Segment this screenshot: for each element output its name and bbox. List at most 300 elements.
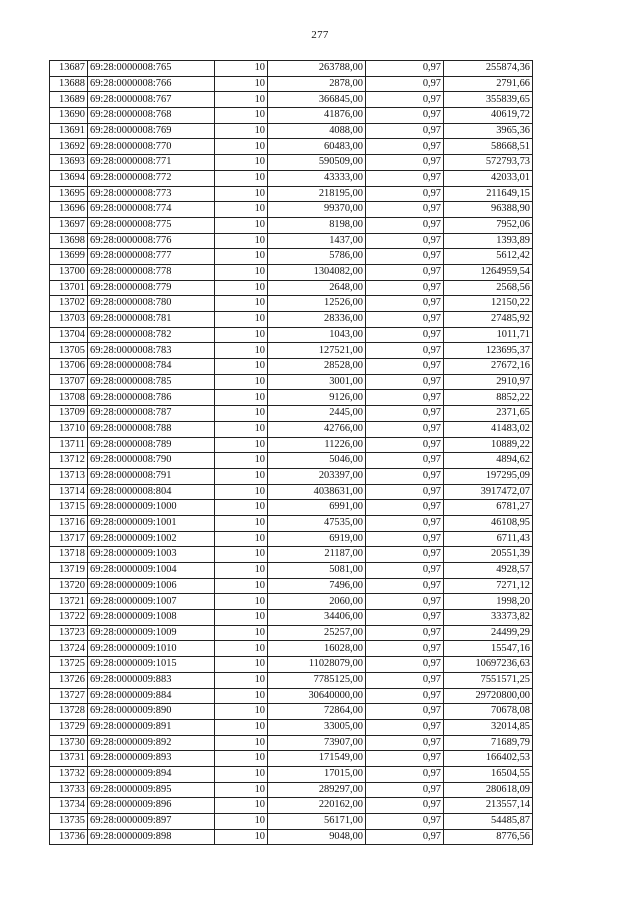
value-cell: 71689,79 [444, 735, 533, 751]
area-cell: 8198,00 [268, 217, 366, 233]
cadastral-number: 69:28:0000008:786 [88, 390, 215, 406]
coefficient-cell: 0,97 [366, 610, 444, 626]
area-cell: 7785125,00 [268, 672, 366, 688]
area-cell: 47535,00 [268, 515, 366, 531]
area-cell: 28336,00 [268, 312, 366, 328]
coefficient-cell: 0,97 [366, 76, 444, 92]
row-number: 13695 [50, 186, 88, 202]
cadastral-number: 69:28:0000009:891 [88, 719, 215, 735]
cadastral-number: 69:28:0000009:1002 [88, 531, 215, 547]
cadastral-number: 69:28:0000009:883 [88, 672, 215, 688]
value-cell: 2568,56 [444, 280, 533, 296]
area-cell: 5081,00 [268, 563, 366, 579]
share-cell: 10 [215, 421, 268, 437]
coefficient-cell: 0,97 [366, 453, 444, 469]
value-cell: 2371,65 [444, 406, 533, 422]
value-cell: 4894,62 [444, 453, 533, 469]
area-cell: 5786,00 [268, 249, 366, 265]
row-number: 13716 [50, 515, 88, 531]
area-cell: 7496,00 [268, 578, 366, 594]
cadastral-number: 69:28:0000009:892 [88, 735, 215, 751]
cadastral-number: 69:28:0000009:884 [88, 688, 215, 704]
coefficient-cell: 0,97 [366, 108, 444, 124]
coefficient-cell: 0,97 [366, 672, 444, 688]
table-row [50, 704, 533, 720]
table-row [50, 547, 533, 563]
area-cell: 99370,00 [268, 202, 366, 218]
coefficient-cell: 0,97 [366, 814, 444, 830]
table-row [50, 312, 533, 328]
cadastral-number: 69:28:0000008:771 [88, 155, 215, 171]
cadastral-number: 69:28:0000008:781 [88, 312, 215, 328]
value-cell: 3917472,07 [444, 484, 533, 500]
area-cell: 72864,00 [268, 704, 366, 720]
value-cell: 29720800,00 [444, 688, 533, 704]
value-cell: 166402,53 [444, 751, 533, 767]
area-cell: 127521,00 [268, 343, 366, 359]
value-cell: 15547,16 [444, 641, 533, 657]
coefficient-cell: 0,97 [366, 531, 444, 547]
row-number: 13721 [50, 594, 88, 610]
row-number: 13728 [50, 704, 88, 720]
share-cell: 10 [215, 578, 268, 594]
coefficient-cell: 0,97 [366, 735, 444, 751]
table-row [50, 108, 533, 124]
table-row [50, 610, 533, 626]
value-cell: 58668,51 [444, 139, 533, 155]
table-row [50, 798, 533, 814]
value-cell: 6711,43 [444, 531, 533, 547]
row-number: 13732 [50, 766, 88, 782]
value-cell: 40619,72 [444, 108, 533, 124]
cadastral-number: 69:28:0000008:766 [88, 76, 215, 92]
value-cell: 1011,71 [444, 327, 533, 343]
coefficient-cell: 0,97 [366, 280, 444, 296]
coefficient-cell: 0,97 [366, 719, 444, 735]
row-number: 13718 [50, 547, 88, 563]
row-number: 13717 [50, 531, 88, 547]
table-row [50, 343, 533, 359]
value-cell: 2910,97 [444, 374, 533, 390]
cadastral-number: 69:28:0000009:895 [88, 782, 215, 798]
row-number: 13696 [50, 202, 88, 218]
table-row [50, 406, 533, 422]
area-cell: 263788,00 [268, 61, 366, 77]
row-number: 13692 [50, 139, 88, 155]
coefficient-cell: 0,97 [366, 829, 444, 845]
cadastral-number: 69:28:0000008:790 [88, 453, 215, 469]
area-cell: 30640000,00 [268, 688, 366, 704]
cadastral-number: 69:28:0000008:772 [88, 170, 215, 186]
share-cell: 10 [215, 359, 268, 375]
share-cell: 10 [215, 641, 268, 657]
row-number: 13698 [50, 233, 88, 249]
area-cell: 42766,00 [268, 421, 366, 437]
cadastral-number: 69:28:0000008:770 [88, 139, 215, 155]
coefficient-cell: 0,97 [366, 155, 444, 171]
value-cell: 8852,22 [444, 390, 533, 406]
row-number: 13712 [50, 453, 88, 469]
coefficient-cell: 0,97 [366, 766, 444, 782]
row-number: 13736 [50, 829, 88, 845]
value-cell: 1264959,54 [444, 264, 533, 280]
area-cell: 2878,00 [268, 76, 366, 92]
row-number: 13689 [50, 92, 88, 108]
cadastral-number: 69:28:0000008:775 [88, 217, 215, 233]
coefficient-cell: 0,97 [366, 327, 444, 343]
area-cell: 3001,00 [268, 374, 366, 390]
table-row [50, 61, 533, 77]
row-number: 13697 [50, 217, 88, 233]
share-cell: 10 [215, 688, 268, 704]
coefficient-cell: 0,97 [366, 688, 444, 704]
row-number: 13722 [50, 610, 88, 626]
share-cell: 10 [215, 170, 268, 186]
cadastral-number: 69:28:0000009:1006 [88, 578, 215, 594]
share-cell: 10 [215, 139, 268, 155]
coefficient-cell: 0,97 [366, 170, 444, 186]
cadastral-number: 69:28:0000008:779 [88, 280, 215, 296]
table-row [50, 672, 533, 688]
table-row [50, 296, 533, 312]
share-cell: 10 [215, 76, 268, 92]
share-cell: 10 [215, 453, 268, 469]
table-row [50, 390, 533, 406]
row-number: 13734 [50, 798, 88, 814]
coefficient-cell: 0,97 [366, 437, 444, 453]
area-cell: 203397,00 [268, 468, 366, 484]
area-cell: 5046,00 [268, 453, 366, 469]
table-row [50, 641, 533, 657]
share-cell: 10 [215, 547, 268, 563]
value-cell: 2791,66 [444, 76, 533, 92]
area-cell: 28528,00 [268, 359, 366, 375]
cadastral-number: 69:28:0000008:787 [88, 406, 215, 422]
table-row [50, 563, 533, 579]
value-cell: 33373,82 [444, 610, 533, 626]
share-cell: 10 [215, 735, 268, 751]
table-row [50, 735, 533, 751]
row-number: 13715 [50, 500, 88, 516]
value-cell: 1998,20 [444, 594, 533, 610]
coefficient-cell: 0,97 [366, 751, 444, 767]
table-row [50, 657, 533, 673]
share-cell: 10 [215, 484, 268, 500]
share-cell: 10 [215, 704, 268, 720]
coefficient-cell: 0,97 [366, 500, 444, 516]
table-row [50, 233, 533, 249]
row-number: 13703 [50, 312, 88, 328]
table-row [50, 155, 533, 171]
value-cell: 5612,42 [444, 249, 533, 265]
cadastral-number: 69:28:0000008:791 [88, 468, 215, 484]
table-row [50, 829, 533, 845]
row-number: 13688 [50, 76, 88, 92]
table-row [50, 594, 533, 610]
cadastral-number: 69:28:0000008:788 [88, 421, 215, 437]
area-cell: 6991,00 [268, 500, 366, 516]
table-row [50, 186, 533, 202]
share-cell: 10 [215, 610, 268, 626]
cadastral-number: 69:28:0000009:898 [88, 829, 215, 845]
row-number: 13733 [50, 782, 88, 798]
value-cell: 213557,14 [444, 798, 533, 814]
table-row [50, 327, 533, 343]
table-row [50, 421, 533, 437]
share-cell: 10 [215, 186, 268, 202]
area-cell: 590509,00 [268, 155, 366, 171]
row-number: 13708 [50, 390, 88, 406]
cadastral-number: 69:28:0000008:765 [88, 61, 215, 77]
value-cell: 54485,87 [444, 814, 533, 830]
value-cell: 355839,65 [444, 92, 533, 108]
area-cell: 56171,00 [268, 814, 366, 830]
area-cell: 366845,00 [268, 92, 366, 108]
value-cell: 46108,95 [444, 515, 533, 531]
share-cell: 10 [215, 829, 268, 845]
share-cell: 10 [215, 657, 268, 673]
cadastral-number: 69:28:0000008:780 [88, 296, 215, 312]
area-cell: 4038631,00 [268, 484, 366, 500]
value-cell: 27672,16 [444, 359, 533, 375]
row-number: 13709 [50, 406, 88, 422]
value-cell: 10697236,63 [444, 657, 533, 673]
value-cell: 7952,06 [444, 217, 533, 233]
share-cell: 10 [215, 751, 268, 767]
area-cell: 220162,00 [268, 798, 366, 814]
area-cell: 33005,00 [268, 719, 366, 735]
coefficient-cell: 0,97 [366, 406, 444, 422]
row-number: 13724 [50, 641, 88, 657]
share-cell: 10 [215, 468, 268, 484]
table-row [50, 782, 533, 798]
table-row [50, 515, 533, 531]
area-cell: 12526,00 [268, 296, 366, 312]
share-cell: 10 [215, 515, 268, 531]
coefficient-cell: 0,97 [366, 798, 444, 814]
cadastral-number: 69:28:0000008:774 [88, 202, 215, 218]
coefficient-cell: 0,97 [366, 547, 444, 563]
coefficient-cell: 0,97 [366, 641, 444, 657]
table-row [50, 217, 533, 233]
table-row [50, 468, 533, 484]
row-number: 13693 [50, 155, 88, 171]
coefficient-cell: 0,97 [366, 374, 444, 390]
value-cell: 32014,85 [444, 719, 533, 735]
share-cell: 10 [215, 672, 268, 688]
area-cell: 4088,00 [268, 123, 366, 139]
table-row [50, 719, 533, 735]
cadastral-number: 69:28:0000009:1015 [88, 657, 215, 673]
area-cell: 16028,00 [268, 641, 366, 657]
table-row [50, 139, 533, 155]
share-cell: 10 [215, 406, 268, 422]
coefficient-cell: 0,97 [366, 249, 444, 265]
area-cell: 1304082,00 [268, 264, 366, 280]
share-cell: 10 [215, 500, 268, 516]
share-cell: 10 [215, 782, 268, 798]
coefficient-cell: 0,97 [366, 217, 444, 233]
share-cell: 10 [215, 563, 268, 579]
table-row [50, 202, 533, 218]
coefficient-cell: 0,97 [366, 657, 444, 673]
share-cell: 10 [215, 798, 268, 814]
value-cell: 42033,01 [444, 170, 533, 186]
coefficient-cell: 0,97 [366, 343, 444, 359]
value-cell: 24499,29 [444, 625, 533, 641]
area-cell: 11226,00 [268, 437, 366, 453]
cadastral-number: 69:28:0000008:782 [88, 327, 215, 343]
cadastral-number: 69:28:0000008:777 [88, 249, 215, 265]
coefficient-cell: 0,97 [366, 782, 444, 798]
row-number: 13719 [50, 563, 88, 579]
area-cell: 2445,00 [268, 406, 366, 422]
share-cell: 10 [215, 594, 268, 610]
value-cell: 20551,39 [444, 547, 533, 563]
area-cell: 1437,00 [268, 233, 366, 249]
row-number: 13713 [50, 468, 88, 484]
value-cell: 255874,36 [444, 61, 533, 77]
table-row [50, 766, 533, 782]
row-number: 13711 [50, 437, 88, 453]
page-number: 277 [311, 29, 329, 41]
value-cell: 12150,22 [444, 296, 533, 312]
table-row [50, 280, 533, 296]
value-cell: 70678,08 [444, 704, 533, 720]
area-cell: 9048,00 [268, 829, 366, 845]
table-row [50, 484, 533, 500]
share-cell: 10 [215, 374, 268, 390]
coefficient-cell: 0,97 [366, 123, 444, 139]
area-cell: 73907,00 [268, 735, 366, 751]
value-cell: 10889,22 [444, 437, 533, 453]
cadastral-number: 69:28:0000008:785 [88, 374, 215, 390]
row-number: 13726 [50, 672, 88, 688]
table-row [50, 578, 533, 594]
share-cell: 10 [215, 249, 268, 265]
share-cell: 10 [215, 233, 268, 249]
table-row [50, 453, 533, 469]
value-cell: 7551571,25 [444, 672, 533, 688]
cadastral-number: 69:28:0000008:789 [88, 437, 215, 453]
coefficient-cell: 0,97 [366, 515, 444, 531]
share-cell: 10 [215, 327, 268, 343]
row-number: 13731 [50, 751, 88, 767]
coefficient-cell: 0,97 [366, 359, 444, 375]
cadastral-number: 69:28:0000009:896 [88, 798, 215, 814]
table-row [50, 500, 533, 516]
cadastral-number: 69:28:0000008:776 [88, 233, 215, 249]
area-cell: 41876,00 [268, 108, 366, 124]
area-cell: 60483,00 [268, 139, 366, 155]
share-cell: 10 [215, 155, 268, 171]
row-number: 13730 [50, 735, 88, 751]
coefficient-cell: 0,97 [366, 563, 444, 579]
area-cell: 9126,00 [268, 390, 366, 406]
coefficient-cell: 0,97 [366, 186, 444, 202]
value-cell: 280618,09 [444, 782, 533, 798]
value-cell: 7271,12 [444, 578, 533, 594]
share-cell: 10 [215, 625, 268, 641]
cadastral-number: 69:28:0000009:1004 [88, 563, 215, 579]
area-cell: 289297,00 [268, 782, 366, 798]
table-row [50, 249, 533, 265]
row-number: 13691 [50, 123, 88, 139]
coefficient-cell: 0,97 [366, 421, 444, 437]
cadastral-number: 69:28:0000009:1010 [88, 641, 215, 657]
cadastral-number: 69:28:0000009:894 [88, 766, 215, 782]
share-cell: 10 [215, 437, 268, 453]
share-cell: 10 [215, 312, 268, 328]
table-row [50, 92, 533, 108]
share-cell: 10 [215, 390, 268, 406]
share-cell: 10 [215, 92, 268, 108]
coefficient-cell: 0,97 [366, 139, 444, 155]
cadastral-number: 69:28:0000009:890 [88, 704, 215, 720]
share-cell: 10 [215, 814, 268, 830]
area-cell: 11028079,00 [268, 657, 366, 673]
row-number: 13702 [50, 296, 88, 312]
row-number: 13727 [50, 688, 88, 704]
row-number: 13714 [50, 484, 88, 500]
cadastral-number: 69:28:0000008:804 [88, 484, 215, 500]
share-cell: 10 [215, 719, 268, 735]
value-cell: 6781,27 [444, 500, 533, 516]
row-number: 13690 [50, 108, 88, 124]
area-cell: 25257,00 [268, 625, 366, 641]
share-cell: 10 [215, 108, 268, 124]
area-cell: 34406,00 [268, 610, 366, 626]
area-cell: 17015,00 [268, 766, 366, 782]
value-cell: 197295,09 [444, 468, 533, 484]
share-cell: 10 [215, 264, 268, 280]
row-number: 13699 [50, 249, 88, 265]
cadastral-number: 69:28:0000009:1000 [88, 500, 215, 516]
share-cell: 10 [215, 123, 268, 139]
cadastral-number: 69:28:0000009:1001 [88, 515, 215, 531]
coefficient-cell: 0,97 [366, 704, 444, 720]
row-number: 13729 [50, 719, 88, 735]
row-number: 13687 [50, 61, 88, 77]
table-row [50, 688, 533, 704]
row-number: 13701 [50, 280, 88, 296]
table-row [50, 374, 533, 390]
table-row [50, 359, 533, 375]
coefficient-cell: 0,97 [366, 312, 444, 328]
value-cell: 1393,89 [444, 233, 533, 249]
area-cell: 43333,00 [268, 170, 366, 186]
row-number: 13735 [50, 814, 88, 830]
table-row [50, 170, 533, 186]
value-cell: 123695,37 [444, 343, 533, 359]
row-number: 13725 [50, 657, 88, 673]
value-cell: 96388,90 [444, 202, 533, 218]
table-body [50, 61, 533, 845]
cadastral-value-table [49, 60, 533, 845]
cadastral-number: 69:28:0000009:1009 [88, 625, 215, 641]
share-cell: 10 [215, 61, 268, 77]
share-cell: 10 [215, 766, 268, 782]
table-row [50, 531, 533, 547]
value-cell: 16504,55 [444, 766, 533, 782]
share-cell: 10 [215, 280, 268, 296]
cadastral-number: 69:28:0000008:769 [88, 123, 215, 139]
coefficient-cell: 0,97 [366, 92, 444, 108]
coefficient-cell: 0,97 [366, 625, 444, 641]
row-number: 13705 [50, 343, 88, 359]
row-number: 13720 [50, 578, 88, 594]
cadastral-number: 69:28:0000008:768 [88, 108, 215, 124]
